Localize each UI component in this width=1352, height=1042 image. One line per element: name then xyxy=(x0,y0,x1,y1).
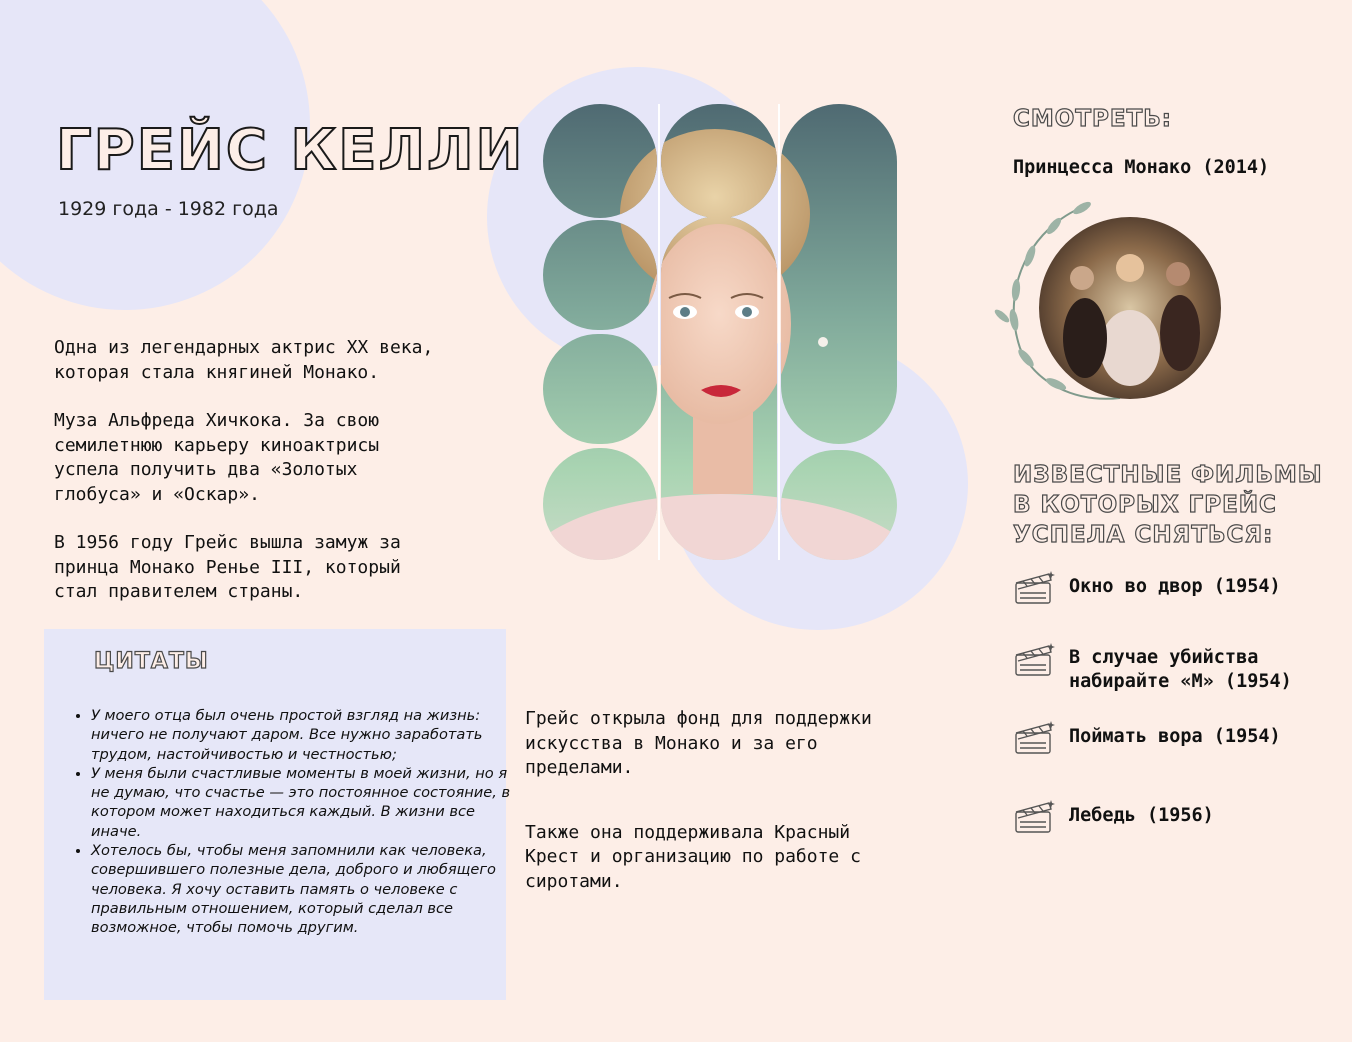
quotes-list xyxy=(71,706,511,938)
film-item[interactable] xyxy=(1013,569,1281,605)
clapperboard-icon xyxy=(1013,719,1055,755)
clapperboard-icon xyxy=(1013,641,1055,677)
clapperboard-icon xyxy=(1013,798,1055,834)
film-title: Окно во двор (1954) xyxy=(1069,576,1281,597)
page-title: ГРЕЙС КЕЛЛИ xyxy=(56,118,525,183)
leaf-wreath-icon xyxy=(990,198,1225,408)
watch-film[interactable]: Принцесса Монако (2014) xyxy=(1013,157,1270,178)
foundation-paragraph-1: Грейс открыла фонд для поддержки искусства в Монако и за его пределами. xyxy=(525,708,872,778)
film-title: Поймать вора (1954) xyxy=(1069,726,1281,747)
bio-paragraph-3: В 1956 году Грейс вышла замуж за принца Монако Ренье III, который стал правителем страны. xyxy=(54,532,401,602)
foundation-section xyxy=(525,707,945,918)
film-still-wrapper xyxy=(990,198,1225,408)
bio-section xyxy=(54,336,494,629)
bio-paragraph-1: Одна из легендарных актрис XX века, которая стала княгиней Монако. xyxy=(54,337,434,383)
years: 1929 года - 1982 года xyxy=(58,198,279,220)
quote-item: • У моего отца был очень простой взгляд на жизнь: ничего не получают даром. Все нужно заработать трудом, настойчивостью и честностью; xyxy=(91,706,511,764)
film-title: В случае убийства набирайте «М» (1954) xyxy=(1069,647,1292,692)
quotes-box xyxy=(44,629,511,1000)
watch-heading: СМОТРЕТЬ: xyxy=(1013,106,1172,132)
quote-item: • Хотелось бы, чтобы меня запомнили как человека, совершившего полезные дела, доброго и любящего человека. Я хочу оставить память о человеке с правильным отношением, который сделал все возможное, чтобы помочь другим. xyxy=(91,841,511,937)
portrait-image xyxy=(543,104,899,560)
quotes-heading: ЦИТАТЫ xyxy=(94,649,209,674)
film-item[interactable] xyxy=(1013,719,1281,755)
films-heading: ИЗВЕСТНЫЕ ФИЛЬМЫ В КОТОРЫХ ГРЕЙС УСПЕЛА СНЯТЬСЯ: xyxy=(1013,462,1323,548)
portrait-collage xyxy=(543,104,899,560)
bio-paragraph-2: Муза Альфреда Хичкока. За свою семилетнюю карьеру киноактрисы успела получить два «Золотых глобуса» и «Оскар». xyxy=(54,410,380,505)
film-item[interactable] xyxy=(1013,798,1214,834)
foundation-paragraph-2: Также она поддерживала Красный Крест и организацию по работе с сиротами. xyxy=(525,821,861,892)
clapperboard-icon xyxy=(1013,569,1055,605)
film-title: Лебедь (1956) xyxy=(1069,805,1214,826)
film-item[interactable] xyxy=(1013,641,1292,694)
quote-item: • У меня были счастливые моменты в моей жизни, но я не думаю, что счастье — это постоянное состояние, в котором может находиться каждый. В жизни все иначе. xyxy=(91,764,511,841)
